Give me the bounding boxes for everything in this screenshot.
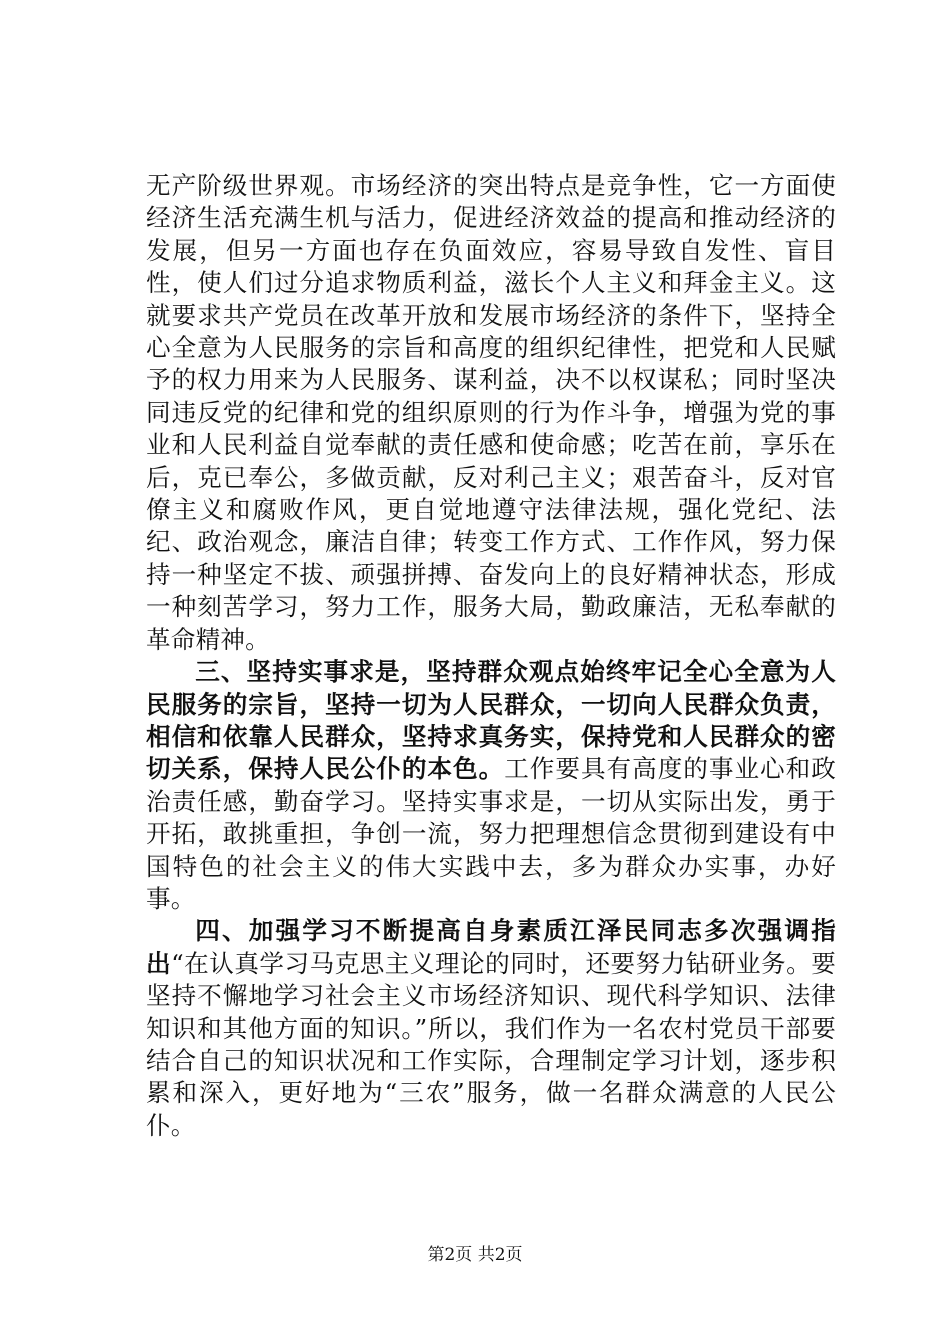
page-footer: [0, 1244, 950, 1266]
page-number: 第2页 共2页: [427, 1245, 523, 1265]
section-3-text: 工作要具有高度的事业心和政治责任感，勤奋学习。坚持实事求是，一切从实际出发，勇于开拓，敢挑重担，争创一流，努力把理想信念贯彻到建设有中国特色的社会主义的伟大实践中去，多为群众办实事，办好事。: [146, 754, 836, 913]
paragraph-1: [146, 170, 836, 656]
section-4-text: “在认真学习马克思主义理论的同时，还要努力钻研业务。要坚持不懈地学习社会主义市场经济知识、现代科学知识、法律知识和其他方面的知识。”所以，我们作为一名农村党员干部要结合自己的知识状况和工作实际，合理制定学习计划，逐步积累和深入，更好地为“三农”服务，做一名群众满意的人民公仆。: [146, 948, 836, 1140]
document-body: [146, 170, 836, 1142]
section-4-heading: 四、加强学习不断提高自身素质江泽民同志多次强调指出: [146, 916, 836, 978]
paragraph-section-3: [146, 656, 836, 915]
paragraph-1-text: 无产阶级世界观。市场经济的突出特点是竞争性，它一方面使经济生活充满生机与活力，促进经济效益的提高和推动经济的发展，但另一方面也存在负面效应，容易导致自发性、盲目性，使人们过分追求物质利益，滋长个人主义和拜金主义。这就要求共产党员在改革开放和发展市场经济的条件下，坚持全心全意为人民服务的宗旨和高度的组织纪律性，把党和人民赋予的权力用来为人民服务、谋利益，决不以权谋私；同时坚决同违反党的纪律和党的组织原则的行为作斗争，增强为党的事业和人民利益自觉奉献的责任感和使命感；吃苦在前，享乐在后，克已奉公，多做贡献，反对利己主义；艰苦奋斗，反对官僚主义和腐败作风，更自觉地遵守法律法规，强化党纪、法纪、政治观念，廉洁自律；转变工作方式、工作作风，努力保持一种坚定不拔、顽强拼搏、奋发向上的良好精神状态，形成一种刻苦学习，努力工作，服务大局，勤政廉洁，无私奉献的革命精神。: [146, 171, 836, 654]
section-3-heading: 三、坚持实事求是，坚持群众观点始终牢记全心全意为人民服务的宗旨，坚持一切为人民群众，一切向人民群众负责，相信和依靠人民群众，坚持求真务实，保持党和人民群众的密切关系，保持人民公仆的本色。: [146, 657, 836, 784]
paragraph-section-4: [146, 915, 836, 1142]
